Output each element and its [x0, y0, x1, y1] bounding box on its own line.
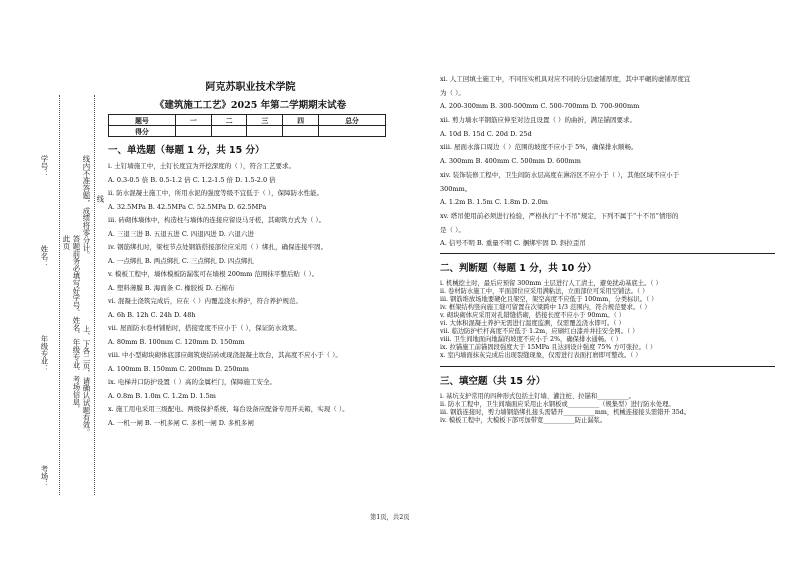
option-line: A. 1.2m B. 1.5m C. 1.8m D. 2.0m	[440, 198, 548, 207]
major-label: 年级专业：	[40, 335, 49, 372]
score-cell: 二	[211, 115, 247, 126]
question-line: xiv. 装饰装修工程中，卫生间防水层高度在淋浴区不应小于（ ），其他区域不应小于	[440, 170, 680, 179]
question-line: iii. 砖砌体墙体中，构造柱与墙体的连接应留设马牙槎，其砌筑方式为（ ）。	[108, 216, 326, 224]
question-line: xi. 人工回填土施工中，不同压实机具对应不同的分层虚铺厚度，其中平碾的虚铺厚度宜	[440, 75, 691, 83]
question-line: vi. 混凝土浇筑完成后，应在（ ）内覆盖浇水养护，符合养护规范。	[108, 297, 302, 305]
section-divider	[440, 366, 775, 367]
fill-item: i. 基坑支护常用的四种形式包括土钉墙、灌注桩、拉锚和__________。	[440, 393, 635, 401]
fill-item: iii. 钢筋连接时，剪力墙钢筋绑扎接头需错开__________mm，机械连接接头需错开 35d。	[440, 409, 691, 417]
section3-list	[440, 393, 775, 425]
page-footer: 第1页，共2页	[370, 514, 410, 521]
judgement-item: x. 室内墙面抹灰完成后出现裂缝现象，仅需进行表面打磨即可整改。（ ）	[440, 352, 642, 360]
question-line: 为（ ）。	[440, 88, 465, 97]
question-line: 是（ ）。	[440, 225, 465, 234]
question-line: 300mm。	[440, 184, 472, 193]
score-cell: 四	[283, 115, 319, 126]
option-line: A. 10d B. 15d C. 20d D. 25d	[440, 129, 532, 138]
section-divider	[440, 253, 775, 254]
score-table	[108, 114, 386, 137]
option-line: A. 一机一闸 B. 一机多闸 C. 多机一闸 D. 多机多闸	[108, 418, 254, 427]
right-column	[440, 75, 775, 425]
option-line: A. 6h B. 12h C. 24h D. 48h	[108, 310, 196, 319]
student-id-label: 学号：	[40, 155, 49, 178]
binding-strip	[6, 95, 105, 495]
left-column	[108, 78, 393, 432]
score-cell: 题号	[109, 115, 176, 126]
judgement-item: i. 机械挖土时，最后应预留 300mm 土层进行人工清土，避免扰动基底土。（ ）	[440, 280, 662, 288]
score-cell: 得分	[109, 126, 176, 137]
option-line: A. 32.5MPa B. 42.5MPa C. 52.5MPa D. 62.5MPa	[108, 202, 267, 211]
question-line: xv. 塔吊使用前必须进行检验，严格执行“十不吊”规定，下列不属于“十不吊”情形的	[440, 211, 679, 220]
section1-title: 一、单选题（每题 1 分，共 15 分）	[108, 145, 265, 156]
binding-note-1: 线内不准答题，成绩将零分计。	[82, 155, 91, 259]
score-blank[interactable]	[211, 126, 247, 137]
room-label: 考场：	[40, 465, 49, 488]
binding-line-inner	[94, 95, 95, 495]
score-header-row	[109, 115, 386, 126]
question-line: xiii. 屋面水落口周边（ ）范围的坡度不应小于 5%，确保排水顺畅。	[440, 143, 638, 152]
score-blank[interactable]	[319, 126, 386, 137]
option-line: A. 0.8m B. 1.0m C. 1.2m D. 1.5m	[108, 391, 216, 400]
judgement-item: viii. 卫生间地面向地漏的坡度不应小于 2%，确保排水通畅。（ ）	[440, 336, 622, 344]
option-line: A. 塑料薄膜 B. 海面条 C. 橡胶板 D. 石棉布	[108, 283, 235, 292]
fill-item: iv. 模板工程中，大模板下部可加带宽__________防止漏浆。	[440, 417, 607, 425]
question-line: xii. 剪力墙水平钢筋应伸至对边且设置（ ）的曲折，满足锚固要求。	[440, 116, 637, 125]
section1-list	[108, 162, 393, 427]
score-cell: 一	[175, 115, 211, 126]
binding-note-3: 此页	[62, 235, 71, 250]
question-line: i. 土钉墙施工中，土钉长度宜为开挖深度的（ ），符合工艺要求。	[108, 162, 296, 170]
option-line: A. 一点绑扎 B. 两点绑扎 C. 三点绑扎 D. 四点绑扎	[108, 256, 254, 265]
score-blank[interactable]	[247, 126, 283, 137]
score-blank[interactable]	[283, 126, 319, 137]
section3-title: 三、填空题（共 15 分）	[440, 376, 546, 388]
score-value-row	[109, 126, 386, 137]
score-blank[interactable]	[175, 126, 211, 137]
judgement-item: vi. 大体积混凝土养护无需进行温度监测，仅需覆盖浇水即可。（ ）	[440, 320, 625, 328]
section2-list	[440, 280, 775, 360]
option-line: A. 200-300mm B. 300-500mm C. 500-700mm D. 700-900mm	[440, 102, 640, 111]
score-cell: 三	[247, 115, 283, 126]
question-line: ii. 防水混凝土施工中，所用水泥的强度等级不宜低于（ ），保障防水性能。	[108, 189, 324, 197]
question-line: v. 模板工程中，墙体模板防漏浆可在墙根 200mm 范围抹平整后贴（ ）。	[108, 270, 319, 278]
option-line: A. 80mm B. 100mm C. 120mm D. 150mm	[108, 337, 245, 346]
option-line: A. 信号不明 B. 重量不明 C. 捆绑牢固 D. 斜拉歪吊	[440, 239, 586, 248]
question-line: vii. 屋面防水卷材铺贴时，搭接宽度不应小于（ ），保证防水效果。	[108, 324, 301, 332]
option-line: A. 三退三进 B. 五退五进 C. 四退四进 D. 六退六进	[108, 229, 254, 238]
name-label: 姓名：	[40, 245, 49, 268]
score-cell: 总分	[319, 115, 386, 126]
option-line: A. 100mm B. 150mm C. 200mm D. 250mm	[108, 364, 249, 373]
question-line: x. 施工用电采用三级配电、两级保护系统，每台设备应配备专用开关箱，实现（ ）。	[108, 405, 349, 413]
judgement-item: v. 砌块砌体应采用对孔错缝搭砌，搭接长度不应小于 90mm。（ ）	[440, 312, 626, 320]
binding-note-4: 上、下各二页，请确认试题有效。	[82, 325, 91, 436]
binding-line-outer	[59, 95, 60, 495]
option-line: A. 300mm B. 400mm C. 500mm D. 600mm	[440, 157, 581, 166]
question-line: iv. 钢筋绑扎时，梁柱节点处钢筋搭接部位应采用（ ）绑扎，确保连接牢固。	[108, 243, 328, 251]
binding-line-mark: 线	[96, 195, 105, 203]
fill-item: ii. 防水工程中，卫生间墙面应采用止水钢板或__________（规集型）进行防水处理。	[440, 401, 675, 409]
judgement-item: iv. 框架结构竖向施工缝可留置在次梁跨中 1/3 范围内，符合规范要求。（ ）	[440, 304, 651, 312]
school-name: 阿克苏职业技术学院	[205, 82, 296, 93]
exam-title: 《建筑施工工艺》2025 年第二学期期末试卷	[154, 100, 347, 111]
binding-note-2: 答题前务必填写好学号、姓名、年级专业、考场信息，	[72, 235, 81, 413]
judgement-item: ii. 卷材防水施工中，平面部位应采用满粘法，立面部位可采用空铺法。（ ）	[440, 288, 649, 296]
judgement-item: iii. 钢筋堆放场地要硬化且架空，架空高度不应低于 100mm，分类标识。（ ）	[440, 296, 658, 304]
question-line: viii. 中小型砌块砌体底部应砌筑烧结砖或现浇混凝土坎台，其高度不应小于（ ）。	[108, 351, 342, 359]
judgement-item: ix. 拉锚施工前锚固段强度大于 15MPa 且达到设计强度 75% 方可张拉。（ ）	[440, 344, 657, 352]
question-line: ix. 电梯井口防护设置（ ）高的金属栏门，保障施工安全。	[108, 378, 276, 386]
section2-title: 二、判断题（每题 1 分，共 10 分）	[440, 263, 597, 275]
judgement-item: vii. 临边防护栏杆高度不应低于 1.2m，应刷红白漆并并挂安全网。（ ）	[440, 328, 639, 336]
option-line: A. 0.3-0.5 倍 B. 0.5-1.2 倍 C. 1.2-1.5 倍 D. 1.5-2.0 倍	[108, 175, 276, 184]
